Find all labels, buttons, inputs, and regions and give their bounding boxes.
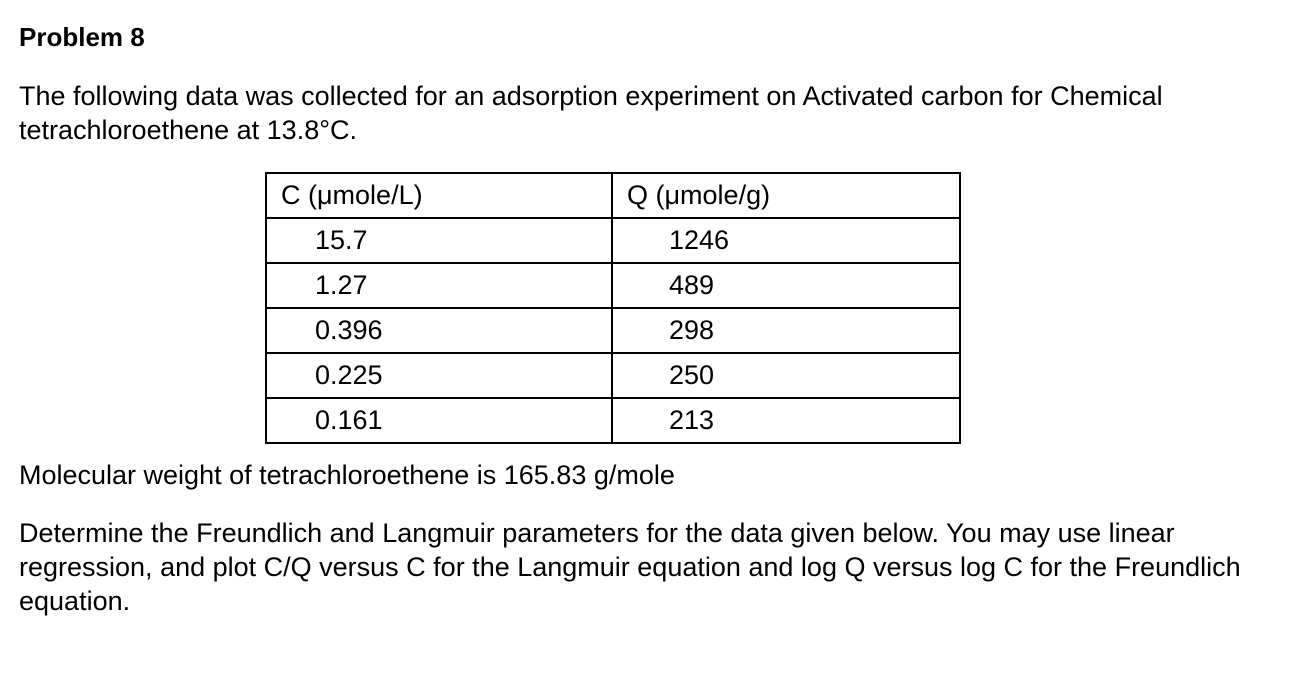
table-cell-loading: 213: [612, 398, 960, 443]
table-cell-loading: 298: [612, 308, 960, 353]
adsorption-data-table: [265, 172, 961, 444]
problem-task: Determine the Freundlich and Langmuir parameters for the data given below. You may use linear regression, and plot C/Q versus C for the Langmuir equation and log Q versus log C for the Freundlich equation.: [19, 518, 1241, 616]
column-header-loading: Q (μmole/g): [612, 173, 960, 218]
problem-intro: The following data was collected for an adsorption experiment on Activated carbon for Chemical tetrachloroethene at 13.8°C.: [19, 81, 1163, 145]
table-cell-concentration: 1.27: [266, 263, 612, 308]
table-row: [266, 353, 960, 398]
table-row: [266, 218, 960, 263]
table-row: [266, 308, 960, 353]
table-cell-concentration: 0.161: [266, 398, 612, 443]
molecular-weight-note: Molecular weight of tetrachloroethene is 165.83 g/mole: [19, 460, 675, 490]
column-header-concentration: C (μmole/L): [266, 173, 612, 218]
table-cell-concentration: 0.396: [266, 308, 612, 353]
table-row: [266, 263, 960, 308]
table-cell-concentration: 0.225: [266, 353, 612, 398]
problem-title: Problem 8: [19, 22, 145, 52]
table-header-row: [266, 173, 960, 218]
table-cell-loading: 250: [612, 353, 960, 398]
table-cell-concentration: 15.7: [266, 218, 612, 263]
table-cell-loading: 1246: [612, 218, 960, 263]
table-row: [266, 398, 960, 443]
table-cell-loading: 489: [612, 263, 960, 308]
